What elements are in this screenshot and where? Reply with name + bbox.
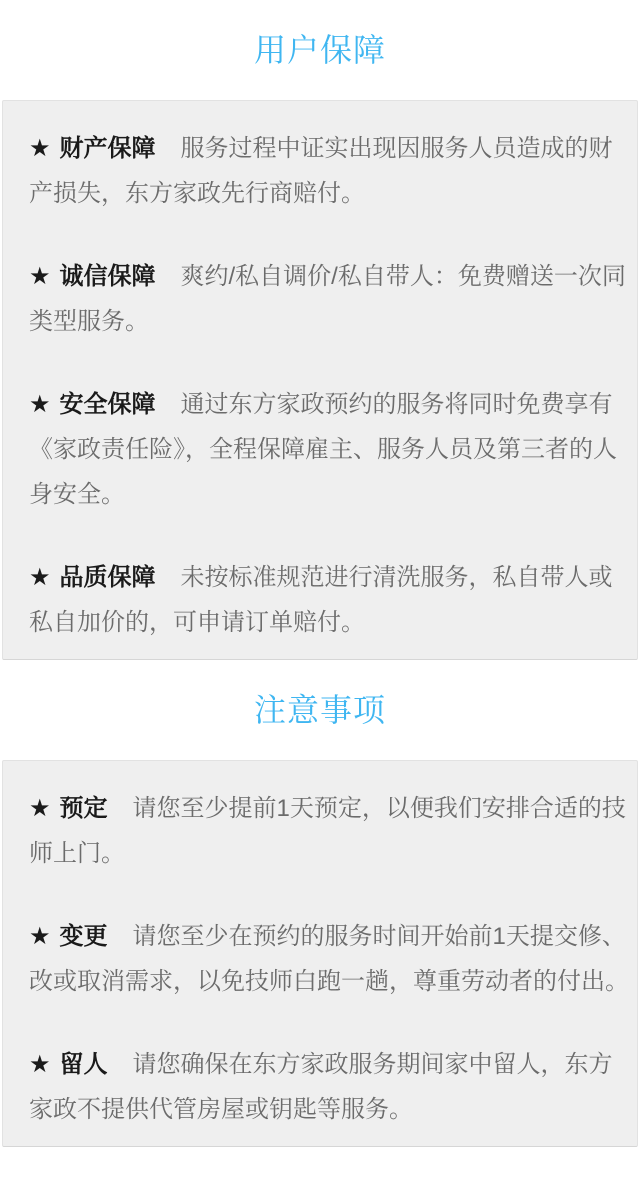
guarantee-section <box>0 660 640 1147</box>
list-item <box>29 1042 632 1132</box>
list-item <box>29 382 632 517</box>
item-label: 财产保障 <box>59 135 156 162</box>
list-item <box>29 555 632 645</box>
item-text: 未按标准规范进行清洗服务，私自带人或私自加价的，可申请订单赔付。 <box>29 564 613 636</box>
star-icon: ★ <box>29 263 51 290</box>
section-card <box>2 100 638 660</box>
star-icon: ★ <box>29 564 51 591</box>
list-item <box>29 786 632 876</box>
star-icon: ★ <box>29 795 51 822</box>
star-icon: ★ <box>29 391 51 418</box>
list-item <box>29 914 632 1004</box>
item-text: 请您确保在东方家政服务期间家中留人，东方家政不提供代管房屋或钥匙等服务。 <box>29 1051 613 1123</box>
item-text: 爽约/私自调价/私自带人：免费赠送一次同类型服务。 <box>29 263 626 335</box>
list-item <box>29 254 632 344</box>
star-icon: ★ <box>29 1051 51 1078</box>
item-text: 请您至少提前1天预定，以便我们安排合适的技师上门。 <box>29 795 626 867</box>
section-card <box>2 760 638 1147</box>
section-title: 用户保障 <box>253 32 386 68</box>
item-label: 品质保障 <box>59 564 156 591</box>
item-text: 通过东方家政预约的服务将同时免费享有《家政责任险》，全程保障雇主、服务人员及第三者的人身安全。 <box>29 391 617 508</box>
item-label: 诚信保障 <box>59 263 156 290</box>
item-text: 服务过程中证实出现因服务人员造成的财产损失，东方家政先行商赔付。 <box>29 135 613 207</box>
star-icon: ★ <box>29 135 51 162</box>
item-label: 安全保障 <box>59 391 156 418</box>
item-label: 变更 <box>59 923 108 950</box>
item-label: 留人 <box>59 1051 108 1078</box>
item-text: 请您至少在预约的服务时间开始前1天提交修、改或取消需求，以免技师白跑一趟，尊重劳动者的付出。 <box>29 923 629 995</box>
star-icon: ★ <box>29 923 51 950</box>
section-title: 注意事项 <box>253 692 386 728</box>
list-item <box>29 126 632 216</box>
item-label: 预定 <box>59 795 108 822</box>
